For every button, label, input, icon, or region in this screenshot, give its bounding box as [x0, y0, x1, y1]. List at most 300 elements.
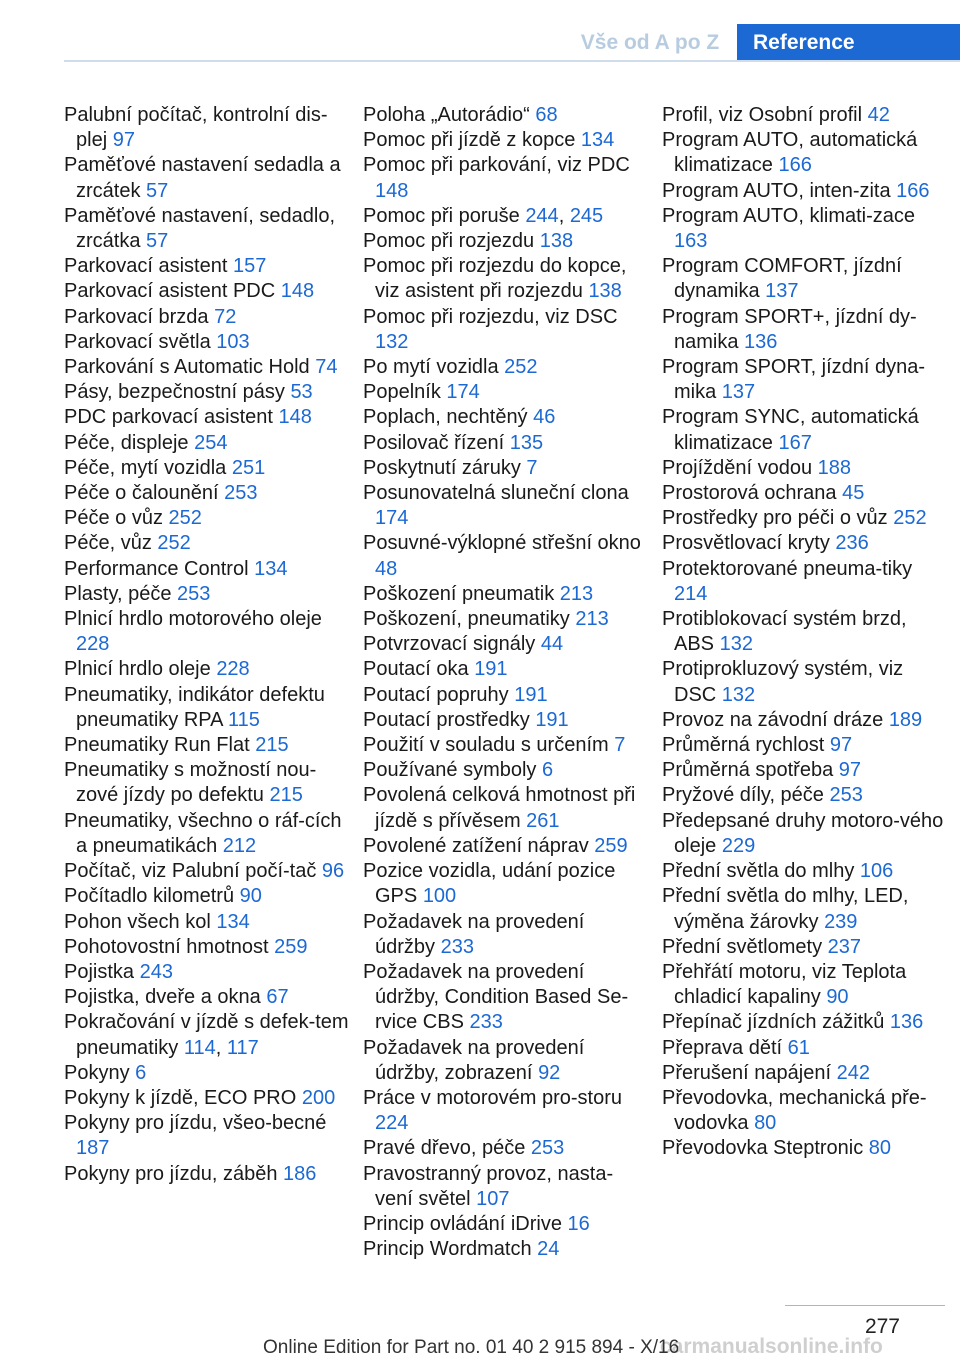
index-entry [363, 456, 648, 481]
page-link[interactable]: 67 [266, 986, 289, 1009]
index-entry: Pomoc při poruše 244, 245 [363, 204, 604, 227]
index-entry [64, 683, 349, 733]
page-number: 277 [864, 1315, 900, 1338]
index-term: Parkovací brzda [64, 305, 209, 328]
page-link[interactable]: 214 [674, 582, 708, 605]
index-entry [64, 859, 349, 884]
index-term: Program AUTO, inten-zita [662, 179, 891, 202]
index-entry [662, 506, 947, 531]
page-link[interactable]: 259 [274, 935, 308, 958]
index-term: Pneumatiky, indikátor defektu pneumatiky RPA [64, 683, 325, 731]
index-term: Posuvné-výklopné střešní okno [363, 532, 641, 555]
page-link[interactable]: 187 [76, 1137, 110, 1160]
index-entry [64, 305, 349, 330]
index-term: Parkovací asistent [64, 255, 228, 278]
page-link[interactable]: 253 [829, 784, 863, 807]
index-entry [363, 481, 648, 531]
page-link[interactable]: 213 [575, 608, 609, 631]
page-link[interactable]: 106 [859, 860, 894, 883]
page-link[interactable]: 191 [474, 658, 508, 681]
index-term: Plasty, péče [64, 582, 172, 605]
index-term: Přední světla do mlhy [662, 860, 855, 883]
index-entry [363, 960, 648, 1036]
index-term: Pozice vozidla, udání pozice GPS [363, 860, 616, 908]
page-link[interactable]: 103 [216, 330, 250, 353]
page-link[interactable]: 229 [721, 834, 756, 857]
page-link[interactable]: 132 [721, 683, 756, 706]
index-entry [662, 456, 947, 481]
index-term: Poutací prostředky [363, 708, 530, 731]
section-tab[interactable]: Vše od A po Z [580, 31, 720, 54]
index-term: Poplach, nechtěný [363, 406, 528, 429]
page-link[interactable]: 244 [525, 204, 559, 227]
footer-divider [785, 1305, 945, 1306]
index-term: Program SPORT+, jízdní dy-namika [662, 305, 917, 353]
index-term: Potvrzovací signály [363, 633, 536, 656]
index-column-2 [363, 103, 648, 1262]
page-link[interactable]: 97 [112, 129, 135, 152]
index-entry [662, 1086, 947, 1136]
page-link[interactable]: 239 [824, 910, 858, 933]
index-term: Průměrná rychlost [662, 734, 825, 757]
index-term: PDC parkovací asistent [64, 406, 273, 429]
page-link[interactable]: 233 [469, 1011, 503, 1034]
index-entry [64, 431, 349, 456]
page-link[interactable]: 259 [594, 834, 628, 857]
index-term: Plnicí hrdlo motorového oleje [64, 608, 322, 631]
page-link[interactable]: 97 [838, 759, 862, 782]
index-entry [64, 456, 349, 481]
index-term: Protiprokluzový systém, viz DSC [662, 658, 904, 706]
page-link[interactable]: 157 [232, 255, 267, 278]
index-term: Posunovatelná sluneční clona [363, 482, 629, 505]
page-link[interactable]: 24 [537, 1238, 560, 1261]
index-entry [363, 708, 648, 733]
page-link[interactable]: 96 [321, 860, 345, 883]
index-term: Péče, vůz [64, 532, 152, 555]
index-entry [64, 657, 349, 682]
index-entry [662, 960, 947, 1010]
index-term: Provoz na závodní dráze [662, 708, 884, 731]
page-link[interactable]: 135 [509, 431, 544, 454]
page-link[interactable]: 228 [76, 633, 110, 656]
index-entry [363, 657, 648, 682]
index-entry [363, 582, 648, 607]
page-link[interactable]: 57 [146, 179, 169, 202]
index-term: Parkování s Automatic Hold [64, 356, 310, 379]
chapter-tab[interactable]: Reference [737, 24, 960, 62]
index-term: Pomoc při rozjezdu, viz DSC [363, 305, 618, 328]
index-term: Protiblokovací systém brzd, ABS [662, 608, 907, 656]
index-entry: Pokračování v jízdě s defek-tem pneumatiky 114, 117 [64, 1011, 349, 1059]
page-link[interactable]: 16 [567, 1212, 590, 1235]
index-entry [363, 229, 648, 254]
index-entry [363, 1237, 648, 1262]
page-link[interactable]: 61 [787, 1036, 810, 1059]
page-link[interactable]: 74 [315, 356, 338, 379]
page-link[interactable]: 42 [867, 104, 890, 126]
index-term: Prostorová ochrana [662, 482, 837, 505]
index-term: Poutací popruhy [363, 683, 509, 706]
index-entry [363, 910, 648, 960]
index-term: Práce v motorovém pro-storu [363, 1086, 622, 1109]
index-term: Pneumatiky, všechno o ráf-cích a pneumatikách [64, 809, 342, 857]
index-entry [64, 506, 349, 531]
page-link[interactable]: 132 [375, 330, 409, 353]
index-term: Pokyny k jízdě, ECO PRO [64, 1086, 297, 1109]
index-entry [64, 481, 349, 506]
index-term: Přehřátí motoru, viz Teplota chladicí kapaliny [662, 960, 907, 1009]
page-link[interactable]: 53 [290, 381, 313, 404]
page-link[interactable]: 254 [194, 431, 228, 454]
index-term: Používané symboly [363, 759, 537, 782]
page-link[interactable]: 68 [535, 104, 558, 126]
index-entry [64, 985, 349, 1010]
index-term: Převodovka Steptronic [662, 1137, 864, 1160]
index-term: Pokyny [64, 1061, 130, 1084]
index-entry [363, 431, 648, 456]
index-entry [363, 355, 648, 380]
page-link[interactable]: 174 [375, 507, 409, 530]
page-link[interactable]: 115 [227, 708, 260, 731]
index-term: Poškození pneumatik [363, 582, 555, 605]
index-term: Po mytí vozidla [363, 356, 499, 379]
index-entry [662, 607, 947, 657]
page-link[interactable]: 92 [538, 1061, 561, 1084]
index-entry [363, 1162, 648, 1212]
index-term: Převodovka, mechanická pře-vodovka [662, 1086, 927, 1135]
index-entry [662, 708, 947, 733]
page-link[interactable]: 228 [216, 658, 250, 681]
index-entry [662, 557, 947, 607]
index-entry [662, 783, 947, 808]
page-link[interactable]: 44 [540, 633, 564, 656]
index-entry [363, 683, 648, 708]
page-link[interactable]: 191 [535, 708, 569, 731]
index-term: Přerušení napájení [662, 1061, 832, 1084]
index-term: Projíždění vodou [662, 456, 813, 479]
index-term: Přední světla do mlhy, LED, výměna žárovky [662, 885, 909, 933]
index-term: Paměťové nastavení sedadla a zrcátek [64, 154, 341, 202]
index-term: Parkovací světla [64, 330, 211, 353]
page-link[interactable]: 90 [826, 986, 849, 1009]
edition-text: Online Edition for Part no. 01 40 2 915 894 - X/16 [263, 1337, 680, 1358]
index-entry [363, 254, 648, 304]
page-link[interactable]: 174 [446, 381, 480, 404]
index-entry [64, 531, 349, 556]
index-term: Prosvětlovací kryty [662, 532, 830, 555]
page-link[interactable]: 138 [588, 280, 622, 303]
index-entry [64, 607, 349, 657]
header-divider [64, 60, 960, 62]
index-entry [64, 557, 349, 582]
page-link[interactable]: 242 [836, 1061, 870, 1084]
page-link[interactable]: 148 [375, 179, 409, 202]
index-entry [662, 1061, 947, 1086]
index-term: Pomoc při rozjezdu [363, 230, 535, 253]
page-link[interactable]: 224 [375, 1112, 409, 1135]
index-term: Prostředky pro péči o vůz [662, 507, 888, 530]
page-link[interactable]: 189 [888, 708, 923, 731]
page-link[interactable]: 134 [216, 910, 250, 933]
index-entry [64, 582, 349, 607]
index-term: Požadavek na provedení údržby, Condition Based Se-rvice CBS [363, 960, 629, 1034]
index-entry [662, 179, 947, 204]
page-link[interactable]: 252 [168, 507, 202, 530]
page-link[interactable]: 138 [539, 230, 574, 253]
page-link[interactable]: 212 [222, 834, 257, 857]
index-entry [662, 758, 947, 783]
page-header [0, 0, 960, 62]
index-entry [363, 1136, 648, 1161]
index-term: Použití v souladu s určením [363, 734, 609, 757]
index-term: Poskytnutí záruky [363, 456, 521, 479]
index-term: Povolená celková hmotnost při jízdě s přívěsem [363, 784, 636, 832]
page-link[interactable]: 114 [183, 1036, 216, 1059]
index-entry [64, 960, 349, 985]
page-link[interactable]: 7 [526, 456, 538, 479]
index-entry [662, 809, 947, 859]
index-entry [363, 103, 648, 128]
index-term: Předepsané druhy motoro-vého oleje [662, 809, 944, 857]
index-term: Poloha „Autorádio“ [363, 104, 530, 126]
index-entry [662, 254, 947, 304]
page-link[interactable]: 7 [614, 734, 626, 757]
index-entry [363, 758, 648, 783]
index-term: Péče o čalounění [64, 482, 219, 505]
index-entry [363, 380, 648, 405]
index-term: Počítač, viz Palubní počí-tač [64, 860, 317, 883]
index-term: Přepínač jízdních zážitků [662, 1011, 885, 1034]
index-term: Pojistka [64, 960, 135, 983]
index-column-3 [662, 103, 947, 1162]
index-entry [363, 531, 648, 581]
index-entry [64, 153, 349, 203]
index-entry [662, 355, 947, 405]
index-entry [64, 330, 349, 355]
index-term: Pneumatiky Run Flat [64, 734, 250, 757]
page-link[interactable]: 136 [744, 330, 778, 353]
index-term: Poutací oka [363, 658, 469, 681]
index-entry [662, 884, 947, 934]
page-link[interactable]: 167 [778, 431, 812, 454]
page-link[interactable]: 80 [754, 1112, 777, 1135]
page-link[interactable]: 136 [889, 1011, 924, 1034]
index-term: Přeprava dětí [662, 1036, 783, 1059]
page-link[interactable]: 6 [541, 759, 554, 782]
index-entry [363, 607, 648, 632]
page-link[interactable]: 251 [231, 456, 266, 479]
page-link[interactable]: 253 [177, 582, 211, 605]
index-entry [363, 834, 648, 859]
page-link[interactable]: 90 [239, 885, 262, 908]
page-link[interactable]: 137 [721, 381, 756, 404]
index-term: Program AUTO, klimati-zace [662, 204, 916, 227]
index-term: Pokyny pro jízdu, záběh [64, 1162, 278, 1185]
index-term: Poškození, pneumatiky [363, 608, 570, 631]
page-link[interactable]: 72 [214, 305, 237, 328]
index-term: Pokyny pro jízdu, všeo-becné [64, 1112, 327, 1135]
index-entry [363, 305, 648, 355]
index-entry [363, 1036, 648, 1086]
page-link[interactable]: 253 [530, 1137, 565, 1160]
page-link[interactable]: 215 [269, 784, 303, 807]
page-link[interactable]: 148 [278, 406, 312, 429]
index-term: Princip Wordmatch [363, 1238, 532, 1261]
page-link[interactable]: 186 [283, 1162, 317, 1185]
page-link[interactable]: 166 [896, 179, 930, 202]
page-link[interactable]: 215 [255, 734, 289, 757]
index-entry [363, 859, 648, 909]
index-term: Pryžové díly, péče [662, 784, 824, 807]
index-term: Péče, displeje [64, 431, 189, 454]
page-link[interactable]: 57 [146, 230, 169, 253]
index-term: Péče, mytí vozidla [64, 456, 227, 479]
index-term: Péče o vůz [64, 507, 163, 530]
page-link[interactable]: 134 [254, 557, 288, 580]
index-term: Pomoc při poruše [363, 204, 520, 227]
watermark-text: carmanualsonline.info [660, 1335, 883, 1358]
page-link[interactable]: 163 [674, 230, 708, 253]
index-term: Pravé dřevo, péče [363, 1137, 526, 1160]
index-entry [64, 279, 349, 304]
index-entry [363, 733, 648, 758]
index-entry [363, 128, 648, 153]
index-term: Povolené zatížení náprav [363, 834, 589, 857]
index-entry [662, 935, 947, 960]
page-link[interactable]: 45 [842, 482, 865, 505]
index-term: Program COMFORT, jízdní dynamika [662, 255, 902, 303]
index-entry [64, 935, 349, 960]
page-link[interactable]: 245 [569, 204, 604, 227]
index-entry [662, 531, 947, 556]
page-link[interactable]: 252 [504, 356, 538, 379]
page-link[interactable]: 236 [835, 532, 869, 555]
index-entry [662, 405, 947, 455]
index-entry [64, 1162, 349, 1187]
index-entry [363, 153, 648, 203]
index-term: Pojistka, dveře a okna [64, 986, 261, 1009]
index-term: Pohon všech kol [64, 910, 211, 933]
index-entry [64, 204, 349, 254]
page-link[interactable]: 80 [868, 1137, 892, 1160]
index-entry [64, 1086, 349, 1111]
index-entry [662, 733, 947, 758]
index-term: Průměrná spotřeba [662, 759, 834, 782]
page-link[interactable]: 48 [375, 557, 398, 580]
index-term: Program AUTO, automatická klimatizace [662, 129, 918, 177]
index-entry [662, 481, 947, 506]
page-link[interactable]: 233 [440, 935, 474, 958]
index-entry [363, 1086, 648, 1136]
index-entry [64, 103, 349, 153]
index-term: Popelník [363, 381, 441, 404]
index-entry [64, 884, 349, 909]
page-link[interactable]: 191 [514, 683, 548, 706]
index-term: Pásy, bezpečnostní pásy [64, 381, 285, 404]
page-link[interactable]: 243 [139, 960, 173, 983]
index-term: Požadavek na provedení údržby [363, 910, 585, 958]
page-link[interactable]: 253 [224, 482, 258, 505]
index-entry [64, 355, 349, 380]
page-link[interactable]: 132 [719, 633, 753, 656]
index-term: Parkovací asistent PDC [64, 280, 276, 303]
index-entry [64, 733, 349, 758]
index-entry [662, 859, 947, 884]
page-link[interactable]: 107 [476, 1187, 510, 1210]
index-term: Plnicí hrdlo oleje [64, 658, 211, 681]
index-term: Přední světlomety [662, 935, 823, 958]
page-link[interactable]: 148 [280, 280, 315, 303]
index-entry [363, 1212, 648, 1237]
index-term: Pohotovostní hmotnost [64, 935, 269, 958]
page-link[interactable]: 166 [778, 154, 812, 177]
index-term: Program SYNC, automatická klimatizace [662, 406, 919, 454]
page-link[interactable]: 200 [301, 1086, 336, 1109]
index-term: Pravostranný provoz, nasta-vení světel [363, 1162, 614, 1210]
page-link[interactable]: 252 [893, 507, 927, 530]
index-entry [64, 758, 349, 808]
index-term: Požadavek na provedení údržby, zobrazení [363, 1036, 585, 1084]
index-column-1 [64, 103, 349, 1187]
index-entry [64, 380, 349, 405]
page-link[interactable]: 137 [765, 280, 799, 303]
index-term: Palubní počítač, kontrolní dis-plej [64, 104, 328, 152]
index-entry [662, 128, 947, 178]
index-entry [64, 1111, 349, 1161]
index-term: Pomoc při rozjezdu do kopce, viz asistent při rozjezdu [363, 255, 627, 303]
index-entry [64, 1061, 349, 1086]
index-term: Posilovač řízení [363, 431, 505, 454]
index-term: Počítadlo kilometrů [64, 885, 235, 908]
index-entry [662, 1010, 947, 1035]
index-term: Pomoc při parkování, viz PDC [363, 154, 630, 177]
index-entry [363, 405, 648, 430]
index-entry [662, 657, 947, 707]
page-link[interactable]: 46 [533, 406, 556, 429]
page-link[interactable]: 188 [817, 456, 852, 479]
index-entry [363, 783, 648, 833]
index-entry [64, 809, 349, 859]
index-entry [662, 103, 947, 128]
page-link[interactable]: 97 [829, 734, 853, 757]
page-link[interactable]: 117 [226, 1036, 259, 1059]
index-entry [662, 305, 947, 355]
page-link[interactable]: 237 [827, 935, 862, 958]
index-entry [64, 254, 349, 279]
index-term: Princip ovládání iDrive [363, 1212, 562, 1235]
page-link[interactable]: 261 [526, 809, 560, 832]
page-link[interactable]: 252 [157, 532, 191, 555]
index-term: Pomoc při jízdě z kopce [363, 129, 576, 152]
page-link[interactable]: 100 [422, 885, 457, 908]
index-term: Pneumatiky s možností nou-zové jízdy po defektu [64, 759, 317, 807]
page-link[interactable]: 6 [135, 1061, 147, 1084]
index-entry [64, 910, 349, 935]
index-entry [363, 632, 648, 657]
index-term: Profil, viz Osobní profil [662, 104, 863, 126]
index-term: Protektorované pneuma-tiky [662, 557, 913, 580]
index-term: Pokračování v jízdě s defek-tem pneumatiky [64, 1011, 349, 1059]
index-entry [662, 1036, 947, 1061]
index-entry [64, 405, 349, 430]
index-entry [662, 1136, 947, 1161]
page-link[interactable]: 213 [559, 582, 594, 605]
page-link[interactable]: 134 [580, 129, 615, 152]
index-entry [662, 204, 947, 254]
index-term: Performance Control [64, 557, 249, 580]
index-term: Paměťové nastavení, sedadlo, zrcátka [64, 204, 336, 253]
